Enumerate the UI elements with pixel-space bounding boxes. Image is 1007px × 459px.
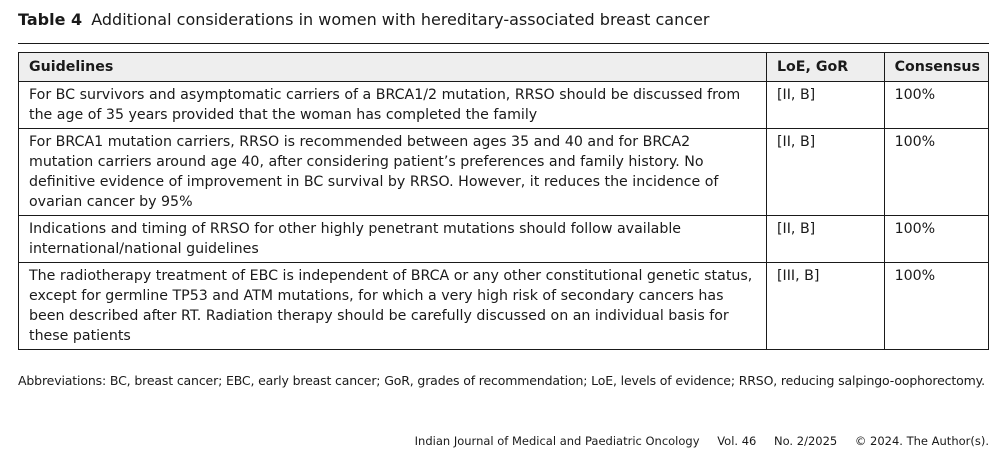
guideline-cell: The radiotherapy treatment of EBC is independent of BRCA or any other constitutional genetic status, except for germline TP53 and ATM mutations, for which a very high risk of secondary cancers has been described after RT. Radiation therapy should be carefully discussed on an individual basis for these patients xyxy=(19,263,767,350)
loe-gor-cell: [III, B] xyxy=(767,263,885,350)
title-rule xyxy=(18,43,989,44)
table-row xyxy=(19,263,989,350)
table-number: Table 4 xyxy=(18,10,83,29)
journal-issue: No. 2/2025 xyxy=(774,434,838,448)
table-row xyxy=(19,216,989,263)
consensus-cell: 100% xyxy=(884,82,988,129)
guideline-cell: Indications and timing of RRSO for other highly penetrant mutations should follow available international/national guidelines xyxy=(19,216,767,263)
abbreviations-note: Abbreviations: BC, breast cancer; EBC, early breast cancer; GoR, grades of recommendation; LoE, levels of evidence; RRSO, reducing salpingo-oophorectomy. xyxy=(18,373,985,388)
loe-gor-cell: [II, B] xyxy=(767,129,885,216)
copyright-notice: © 2024. The Author(s). xyxy=(854,434,989,448)
table-caption: Additional considerations in women with hereditary-associated breast cancer xyxy=(91,10,710,29)
loe-gor-cell: [II, B] xyxy=(767,82,885,129)
journal-volume: Vol. 46 xyxy=(717,434,757,448)
header-consensus: Consensus xyxy=(884,53,988,82)
header-guidelines: Guidelines xyxy=(19,53,767,82)
table-row xyxy=(19,82,989,129)
table-title xyxy=(18,10,709,29)
consensus-cell: 100% xyxy=(884,129,988,216)
page-footer xyxy=(415,434,989,448)
loe-gor-cell: [II, B] xyxy=(767,216,885,263)
header-loe-gor: LoE, GoR xyxy=(767,53,885,82)
consensus-cell: 100% xyxy=(884,263,988,350)
table-row xyxy=(19,129,989,216)
consensus-cell: 100% xyxy=(884,216,988,263)
table-header-row xyxy=(19,53,989,82)
guidelines-table xyxy=(18,52,989,350)
guideline-cell: For BRCA1 mutation carriers, RRSO is recommended between ages 35 and 40 and for BRCA2 mutation carriers around age 40, after considering patient’s preferences and family history. No definitive evidence of improvement in BC survival by RRSO. However, it reduces the incidence of ovarian cancer by 95% xyxy=(19,129,767,216)
journal-name: Indian Journal of Medical and Paediatric Oncology xyxy=(414,434,700,448)
guideline-cell: For BC survivors and asymptomatic carriers of a BRCA1/2 mutation, RRSO should be discussed from the age of 35 years provided that the woman has completed the family xyxy=(19,82,767,129)
